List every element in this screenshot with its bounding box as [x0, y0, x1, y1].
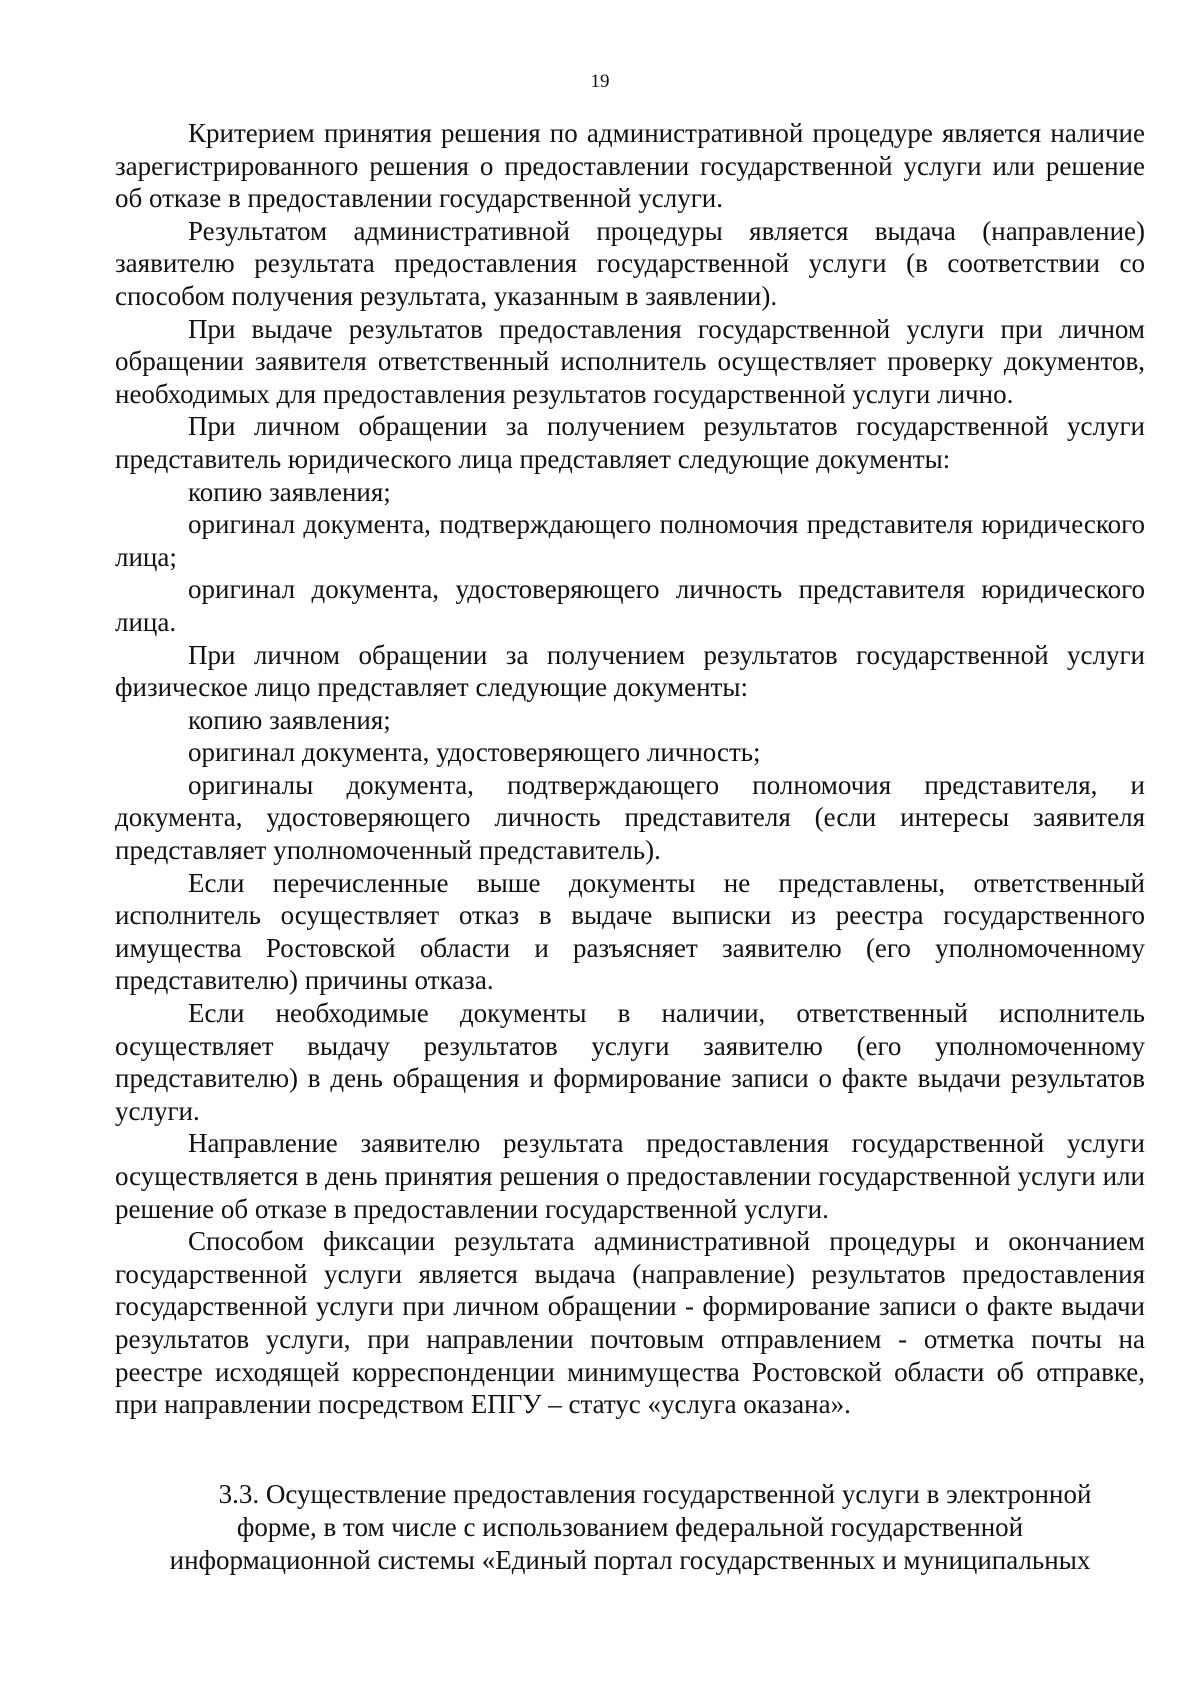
- paragraph: Результатом административной процедуры является выдача (направление) заявителю результата предоставления государственной услуги (в соответствии со способом получения результата, указанным в заявлении).: [115, 215, 1145, 311]
- paragraph: При личном обращении за получением результатов государственной услуги представитель юридического лица представляет следующие документы:: [115, 411, 1145, 474]
- paragraph: Направление заявителю результата предоставления государственной услуги осуществляется в день принятия решения о предоставлении государственной услуги или решение об отказе в предоставлении государственной услуги.: [115, 1128, 1145, 1224]
- paragraph: При выдаче результатов предоставления государственной услуги при личном обращении заявителя ответственный исполнитель осуществляет проверку документов, необходимых для предоставления результатов государственной услуги лично.: [115, 313, 1145, 409]
- list-item: оригиналы документа, подтверждающего полномочия представителя, и документа, удостоверяющего личность представителя (если интересы заявителя представляет уполномоченный представитель).: [115, 769, 1145, 866]
- list-item: оригинал документа, удостоверяющего личность представителя юридического лица.: [115, 574, 1145, 637]
- list-item: оригинал документа, удостоверяющего личность;: [188, 737, 761, 768]
- section-heading: [140, 1478, 1120, 1577]
- list-item: оригинал документа, подтверждающего полномочия представителя юридического лица;: [115, 509, 1145, 572]
- paragraph: Если необходимые документы в наличии, ответственный исполнитель осуществляет выдачу результатов услуги заявителю (его уполномоченному представителю) в день обращения и формирование записи о факте выдачи результатов услуги.: [115, 998, 1145, 1126]
- body-text: [115, 117, 1145, 1421]
- paragraph: Критерием принятия решения по административной процедуре является наличие зарегистрированного решения о предоставлении государственной услуги или решение об отказе в предоставлении государственной услуги.: [115, 118, 1145, 214]
- paragraph: Если перечисленные выше документы не представлены, ответственный исполнитель осуществляет отказ в выдаче выписки из реестра государственного имущества Ростовской области и разъясняет заявителю (его уполномоченному представителю) причины отказа.: [115, 867, 1145, 996]
- page-number: 19: [590, 71, 610, 92]
- list-item: копию заявления;: [188, 476, 391, 507]
- list-item: копию заявления;: [188, 704, 391, 735]
- section-heading-line: информационной системы «Единый портал государственных и муниципальных: [169, 1545, 1091, 1575]
- section-heading-line: форме, в том числе с использованием федеральной государственной: [236, 1512, 1024, 1542]
- paragraph: Способом фиксации результата административной процедуры и окончанием государственной услуги является выдача (направление) результатов предоставления государственной услуги при личном обращении - формирование записи о факте выдачи результатов услуги, при направлении почтовым отправлением - отметка почты на реестре исходящей корреспонденции минимущества Ростовской области об отправке, при направлении посредством ЕПГУ – статус «услуга оказана».: [115, 1226, 1145, 1420]
- paragraph: При личном обращении за получением результатов государственной услуги физическое лицо представляет следующие документы:: [115, 639, 1145, 703]
- section-heading-line: 3.3. Осуществление предоставления государственной услуги в электронной: [218, 1479, 1092, 1509]
